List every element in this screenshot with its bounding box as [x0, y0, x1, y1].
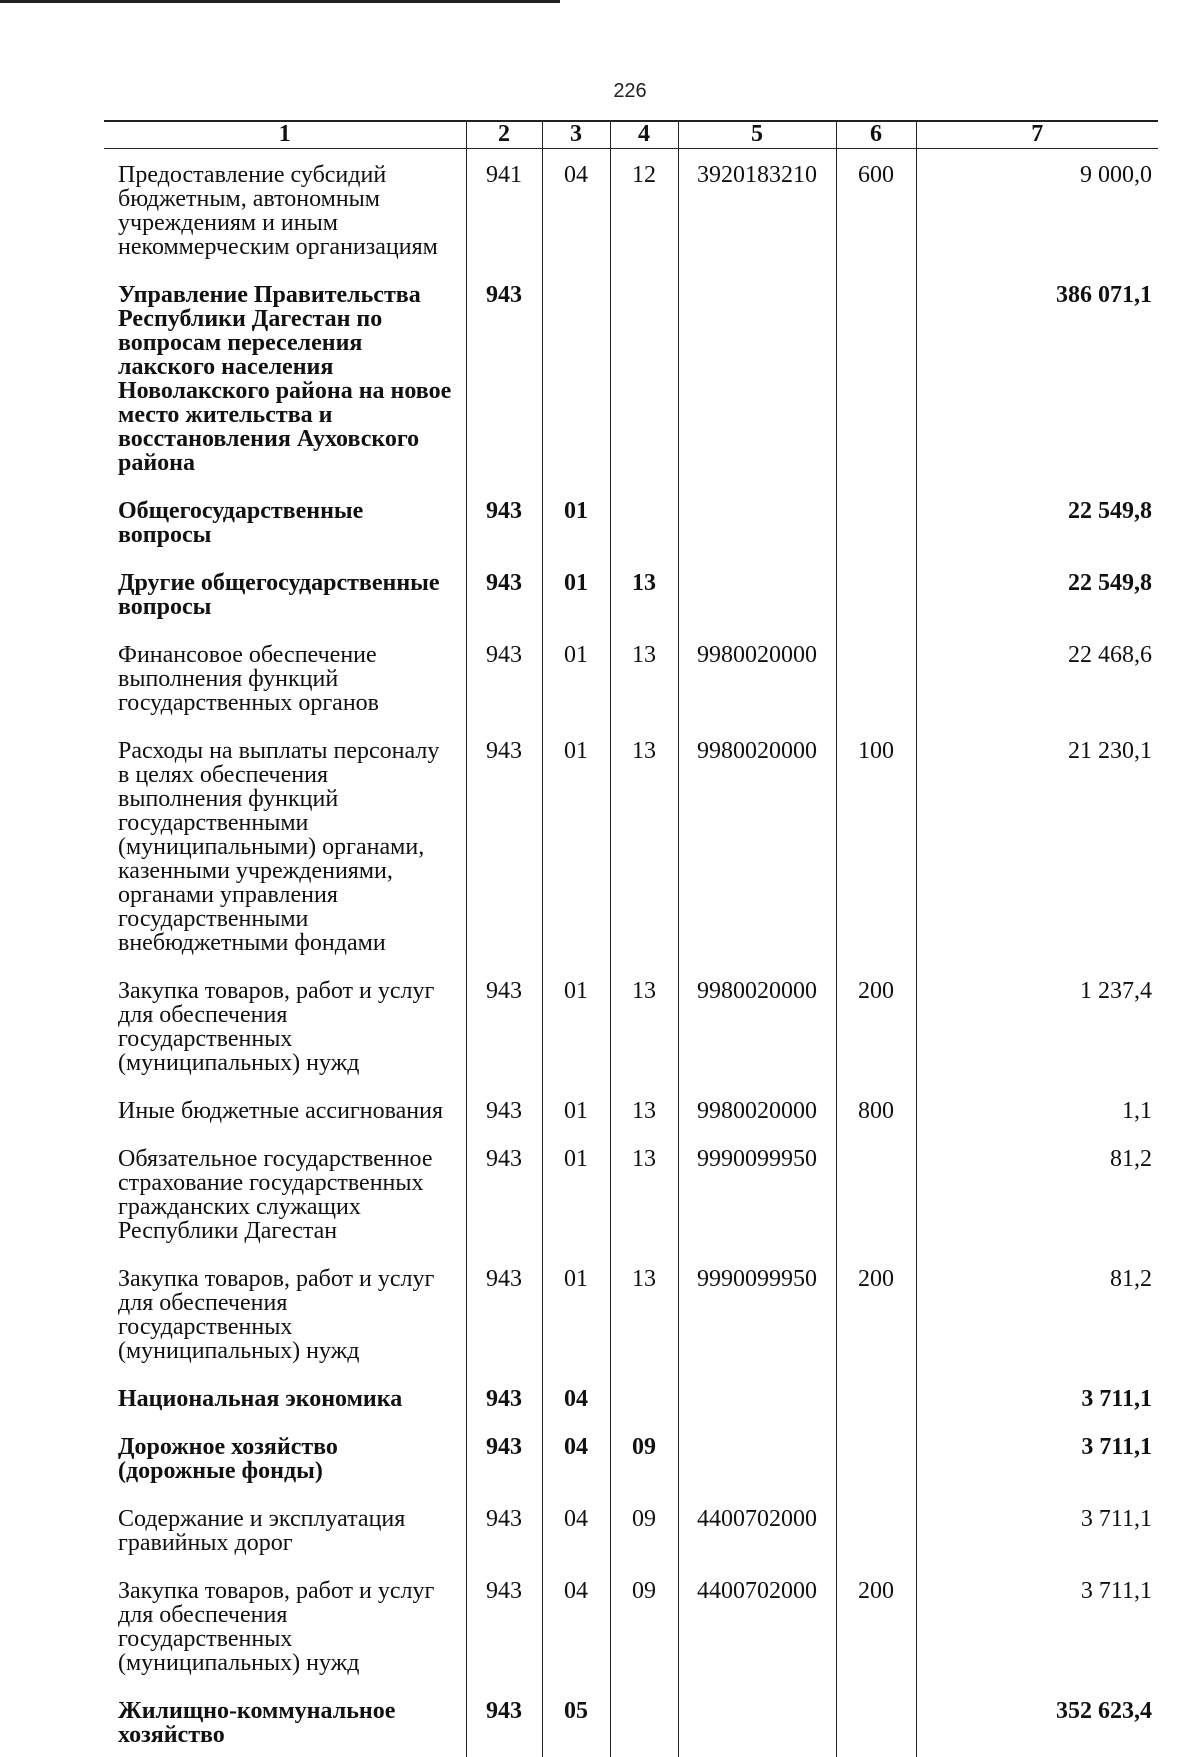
- column-header: 7: [916, 121, 1158, 149]
- section-code: 01: [542, 965, 610, 1085]
- expense-type-code: [836, 1685, 916, 1757]
- admin-code: 943: [466, 557, 542, 629]
- amount: 22 468,6: [916, 629, 1158, 725]
- table-row: [104, 1421, 1158, 1493]
- row-name: Расходы на выплаты персоналу в целях обеспечения выполнения функций государственными (муниципальными) органами, казенными учреждениями, органами управления государственными внебюджетными фондами: [104, 725, 466, 965]
- page-number: 226: [613, 80, 647, 102]
- amount: 1 237,4: [916, 965, 1158, 1085]
- subsection-code: 13: [610, 557, 678, 629]
- admin-code: 943: [466, 1565, 542, 1685]
- section-code: [542, 269, 610, 485]
- amount: 3 711,1: [916, 1493, 1158, 1565]
- amount: 3 711,1: [916, 1373, 1158, 1421]
- amount: 21 230,1: [916, 725, 1158, 965]
- column-header: 3: [542, 121, 610, 149]
- amount: 81,2: [916, 1133, 1158, 1253]
- subsection-code: [610, 1685, 678, 1757]
- amount: 386 071,1: [916, 269, 1158, 485]
- expense-type-code: [836, 1133, 916, 1253]
- expense-type-code: 100: [836, 725, 916, 965]
- target-article-code: 9980020000: [678, 965, 836, 1085]
- expense-type-code: 800: [836, 1085, 916, 1133]
- expense-type-code: 600: [836, 149, 916, 270]
- table-row: [104, 1085, 1158, 1133]
- section-code: 01: [542, 629, 610, 725]
- section-code: 04: [542, 1565, 610, 1685]
- section-code: 01: [542, 557, 610, 629]
- section-code: 01: [542, 1133, 610, 1253]
- table-row: [104, 1133, 1158, 1253]
- column-header: 5: [678, 121, 836, 149]
- section-code: 01: [542, 485, 610, 557]
- amount: 81,2: [916, 1253, 1158, 1373]
- amount: 3 711,1: [916, 1421, 1158, 1493]
- target-article-code: [678, 1373, 836, 1421]
- column-header: 6: [836, 121, 916, 149]
- table-row: [104, 1493, 1158, 1565]
- row-name: Финансовое обеспечение выполнения функций государственных органов: [104, 629, 466, 725]
- row-name: Закупка товаров, работ и услуг для обеспечения государственных (муниципальных) нужд: [104, 965, 466, 1085]
- section-code: 04: [542, 1493, 610, 1565]
- target-article-code: [678, 1421, 836, 1493]
- table-row: [104, 629, 1158, 725]
- target-article-code: 4400702000: [678, 1565, 836, 1685]
- row-name: Национальная экономика: [104, 1373, 466, 1421]
- subsection-code: 13: [610, 1133, 678, 1253]
- table-row: [104, 557, 1158, 629]
- subsection-code: 13: [610, 725, 678, 965]
- section-code: 01: [542, 725, 610, 965]
- amount: 3 711,1: [916, 1565, 1158, 1685]
- section-code: 05: [542, 1685, 610, 1757]
- column-header: 4: [610, 121, 678, 149]
- subsection-code: [610, 1373, 678, 1421]
- target-article-code: 9980020000: [678, 629, 836, 725]
- column-header: 1: [104, 121, 466, 149]
- table-row: [104, 1685, 1158, 1757]
- row-name: Закупка товаров, работ и услуг для обеспечения государственных (муниципальных) нужд: [104, 1253, 466, 1373]
- subsection-code: 13: [610, 965, 678, 1085]
- amount: 22 549,8: [916, 485, 1158, 557]
- expense-type-code: [836, 1421, 916, 1493]
- row-name: Другие общегосударственные вопросы: [104, 557, 466, 629]
- expense-type-code: [836, 629, 916, 725]
- subsection-code: 13: [610, 1253, 678, 1373]
- section-code: 01: [542, 1085, 610, 1133]
- target-article-code: [678, 485, 836, 557]
- subsection-code: 09: [610, 1421, 678, 1493]
- admin-code: 943: [466, 1133, 542, 1253]
- amount: 9 000,0: [916, 149, 1158, 270]
- section-code: 04: [542, 1373, 610, 1421]
- target-article-code: [678, 557, 836, 629]
- row-name: Иные бюджетные ассигнования: [104, 1085, 466, 1133]
- expense-type-code: [836, 485, 916, 557]
- budget-table: [104, 120, 1158, 1757]
- subsection-code: [610, 485, 678, 557]
- admin-code: 941: [466, 149, 542, 270]
- target-article-code: 9980020000: [678, 1085, 836, 1133]
- expense-type-code: 200: [836, 965, 916, 1085]
- section-code: 04: [542, 149, 610, 270]
- row-name: Общегосударственные вопросы: [104, 485, 466, 557]
- subsection-code: 09: [610, 1493, 678, 1565]
- top-rule: [0, 0, 560, 3]
- expense-type-code: [836, 557, 916, 629]
- target-article-code: 9980020000: [678, 725, 836, 965]
- row-name: Содержание и эксплуатация гравийных дорог: [104, 1493, 466, 1565]
- expense-type-code: 200: [836, 1253, 916, 1373]
- section-code: 01: [542, 1253, 610, 1373]
- row-name: Жилищно-коммунальное хозяйство: [104, 1685, 466, 1757]
- admin-code: 943: [466, 485, 542, 557]
- table-row: [104, 269, 1158, 485]
- table-row: [104, 1373, 1158, 1421]
- amount: 22 549,8: [916, 557, 1158, 629]
- row-name: Обязательное государственное страхование государственных гражданских служащих Республики Дагестан: [104, 1133, 466, 1253]
- admin-code: 943: [466, 269, 542, 485]
- table-row: [104, 965, 1158, 1085]
- target-article-code: 4400702000: [678, 1493, 836, 1565]
- section-code: 04: [542, 1421, 610, 1493]
- admin-code: 943: [466, 1493, 542, 1565]
- admin-code: 943: [466, 1685, 542, 1757]
- table-row: [104, 725, 1158, 965]
- expense-type-code: [836, 1493, 916, 1565]
- header-row: [104, 121, 1158, 149]
- table-row: [104, 485, 1158, 557]
- row-name: Управление Правительства Республики Дагестан по вопросам переселения лакского населения Новолакского района на новое место жительства и восстановления Ауховского района: [104, 269, 466, 485]
- expense-type-code: 200: [836, 1565, 916, 1685]
- subsection-code: [610, 269, 678, 485]
- table-row: [104, 149, 1158, 270]
- target-article-code: 9990099950: [678, 1133, 836, 1253]
- admin-code: 943: [466, 1253, 542, 1373]
- expense-type-code: [836, 1373, 916, 1421]
- expense-type-code: [836, 269, 916, 485]
- subsection-code: 13: [610, 1085, 678, 1133]
- admin-code: 943: [466, 1085, 542, 1133]
- column-header: 2: [466, 121, 542, 149]
- target-article-code: [678, 269, 836, 485]
- table-row: [104, 1565, 1158, 1685]
- target-article-code: 3920183210: [678, 149, 836, 270]
- target-article-code: [678, 1685, 836, 1757]
- admin-code: 943: [466, 725, 542, 965]
- admin-code: 943: [466, 965, 542, 1085]
- table-row: [104, 1253, 1158, 1373]
- subsection-code: 09: [610, 1565, 678, 1685]
- subsection-code: 12: [610, 149, 678, 270]
- amount: 352 623,4: [916, 1685, 1158, 1757]
- row-name: Предоставление субсидий бюджетным, автономным учреждениям и иным некоммерческим организациям: [104, 149, 466, 270]
- row-name: Закупка товаров, работ и услуг для обеспечения государственных (муниципальных) нужд: [104, 1565, 466, 1685]
- admin-code: 943: [466, 629, 542, 725]
- amount: 1,1: [916, 1085, 1158, 1133]
- row-name: Дорожное хозяйство (дорожные фонды): [104, 1421, 466, 1493]
- admin-code: 943: [466, 1421, 542, 1493]
- admin-code: 943: [466, 1373, 542, 1421]
- subsection-code: 13: [610, 629, 678, 725]
- target-article-code: 9990099950: [678, 1253, 836, 1373]
